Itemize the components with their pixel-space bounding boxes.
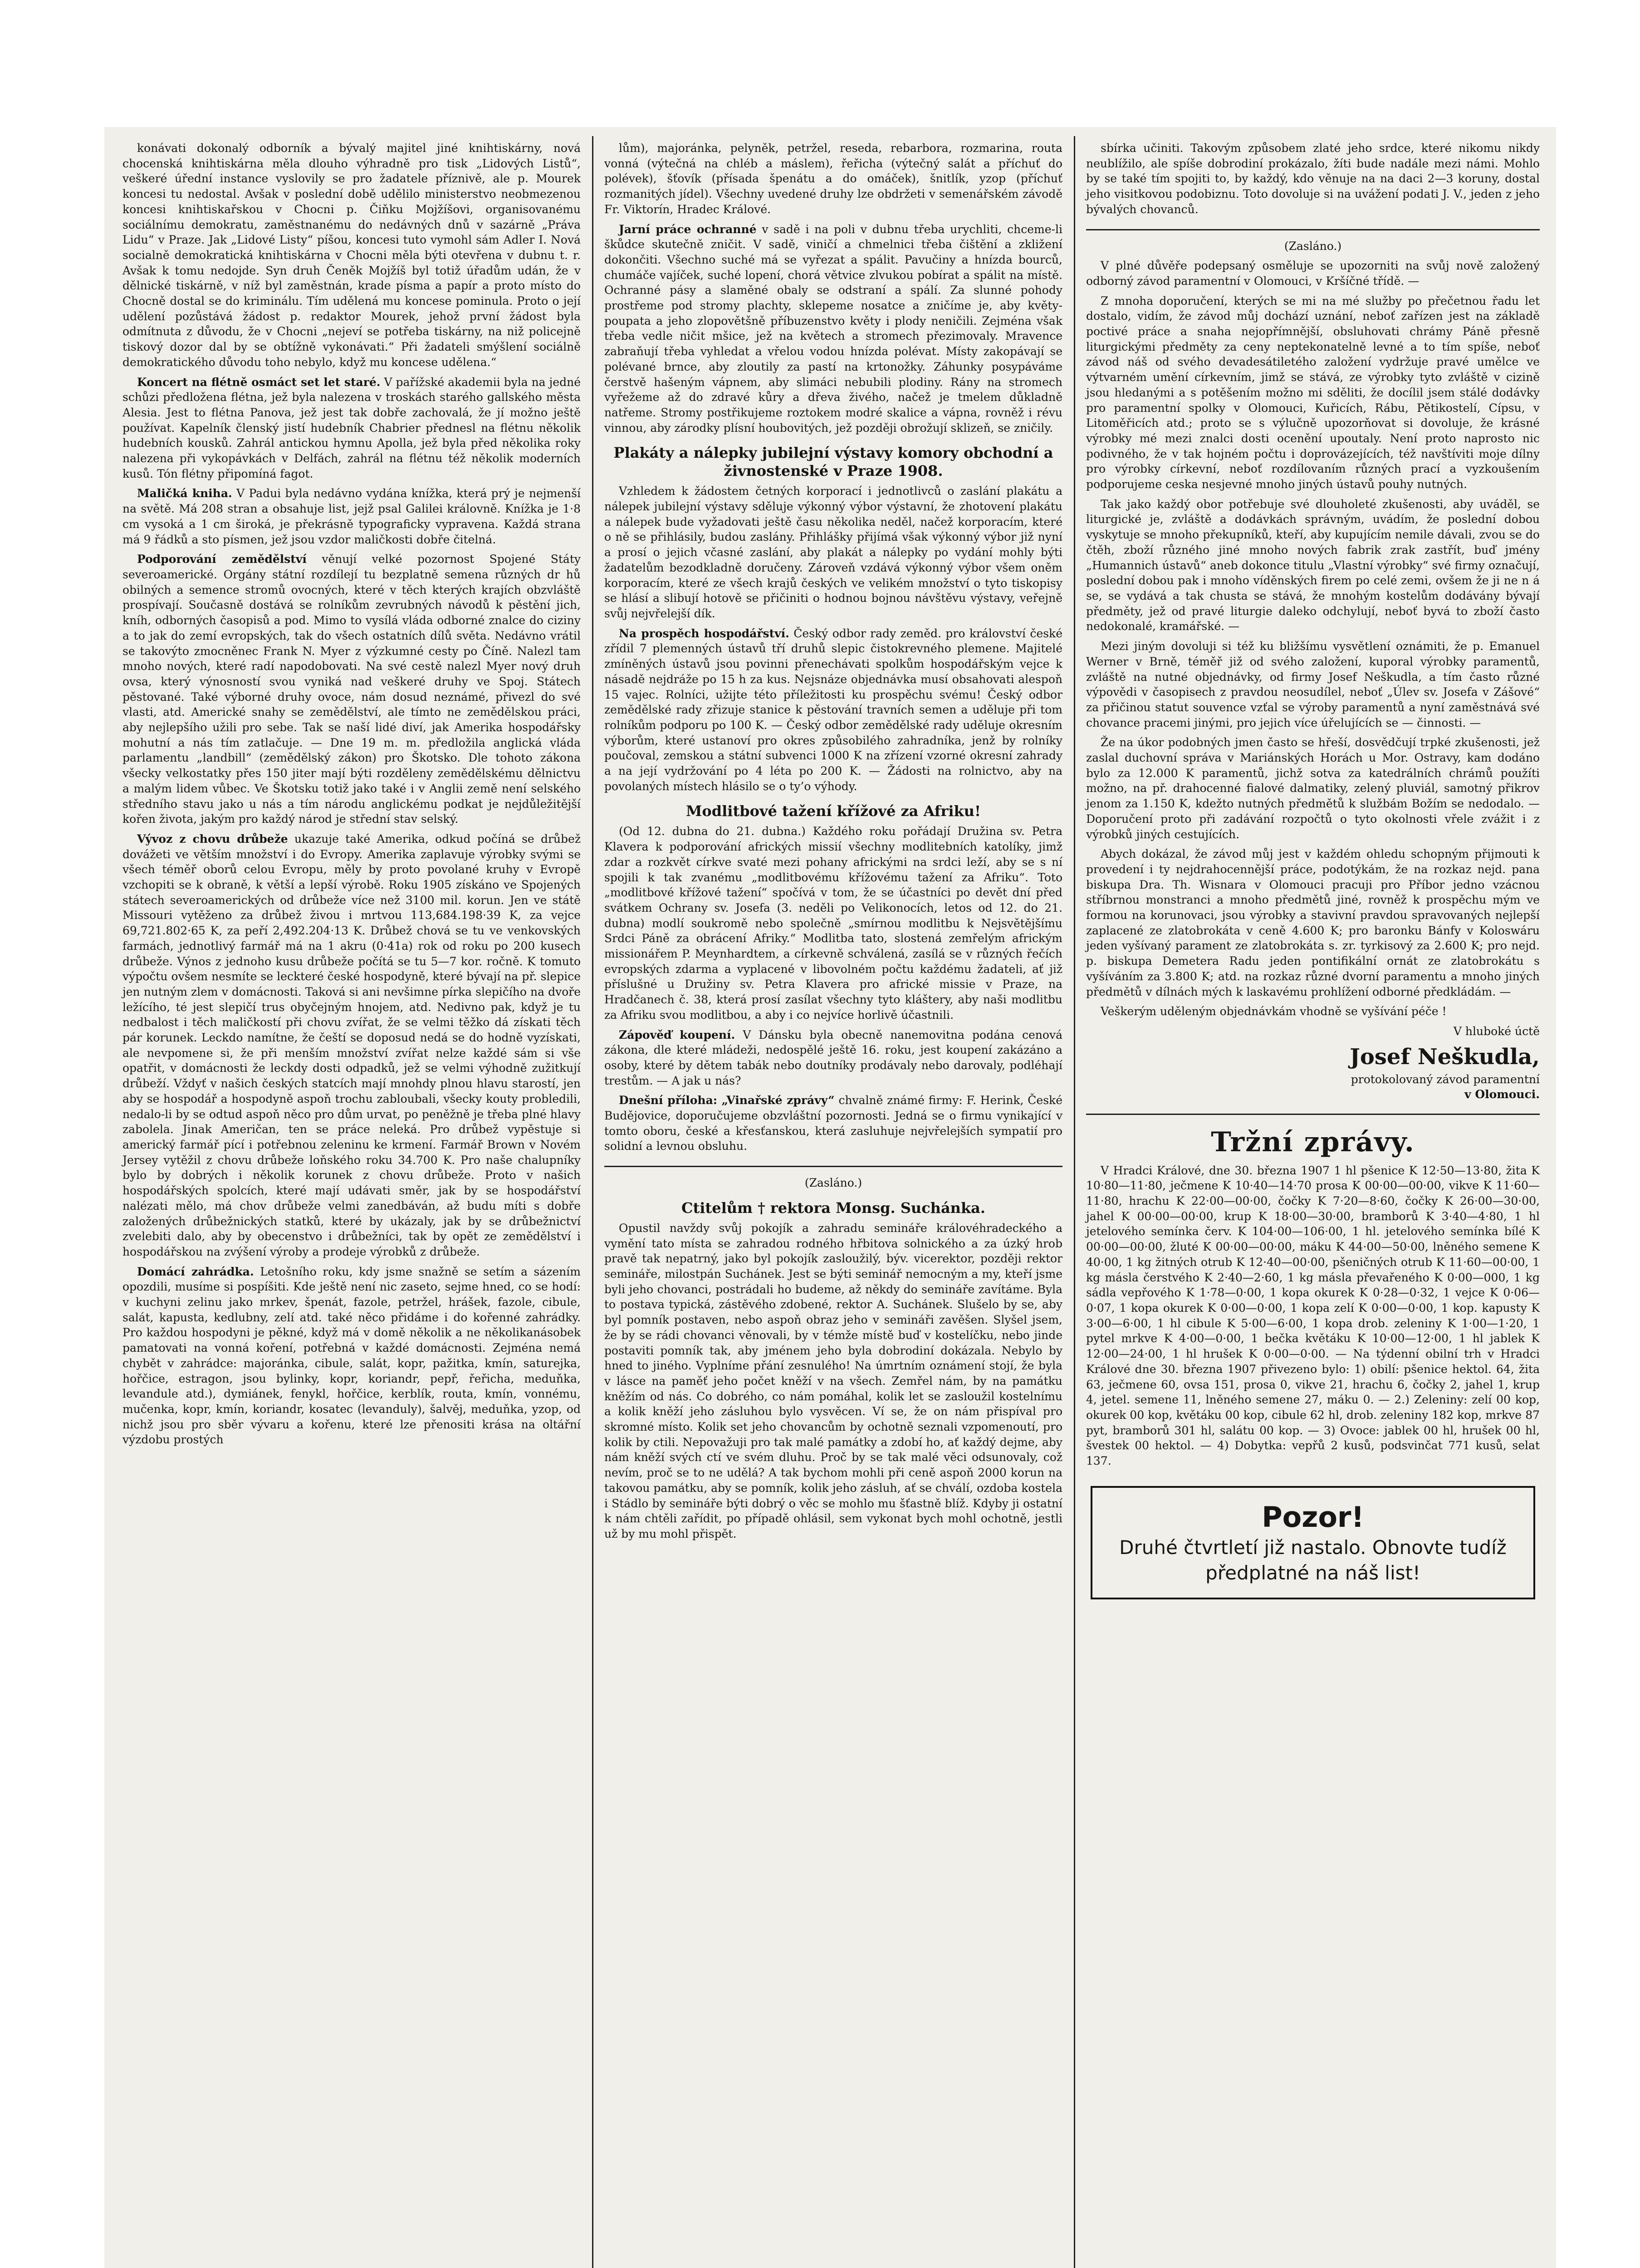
- sent-in-note: (Zasláno.): [804, 1176, 862, 1190]
- section-divider: [604, 1166, 1062, 1167]
- article-paragraph: Vzhledem k žádostem četných korporací i jednotlivců o zaslání plakátu a nálepek jubilejní výstavy sděluje výkonný výbor výstavní, že zhotovení plakátu a nálepek bude vyžadovati ještě času několika neděl, načež korporacím, které o ně se přihlásily, budou zaslány. Přihlášky přijímá však výkonný výbor již nyní a prosí o jejich včasné zaslání, aby plakát a nálepky po vydání mohly býti žadatelům bezodkladně doručeny. Zároveň vzdává výkonný výbor všem oněm korporacím, které ze všech krajů českých ve velikém množství o tyto tiskopisy se hlásí a slibují hotově se přičiniti o hodnou bojnou návštěvu výstavy, veřejně svůj nejvřelejší dík.: [604, 484, 1062, 620]
- article-paragraph: [604, 1093, 1062, 1154]
- closing-phrase: V hluboké úctě: [1453, 1024, 1540, 1038]
- article-title: Modlitbové tažení křížové za Afriku!: [685, 802, 981, 820]
- column-2: [604, 141, 1062, 1546]
- article-paragraph: (Od 12. dubna do 21. dubna.) Každého roku pořádají Družina sv. Petra Klavera k podporování afrických missií všechny modlitebních katolíky, jimž zdar a rozkvět církve svaté mezi pohany africkými na srdci leží, aby se s ní spojili k tak zvanému „modlitbovému křížovému tažení za Afriku“. Toto „modlitbové křížové tažení“ spočívá v tom, že se účastníci po devět dní před svátkem Ochrany sv. Josefa (3. neděli po Velikonocích, letos od 12. do 21. dubna) modlí soukromě nebo společně „smírnou modlitbu k Nejsvětějšímu Srdci Páně za obrácení Afriky.“ Modlitba tato, slostená zemřelým africkým missionářem P. Meynhardtem, a církevně schválená, zasílá se v různých řečích evropských zdarma a vyplacené v libovolném počtu každému žadateli, ať již příslušné u Družiny sv. Petra Klavera pro africké missie v Praze, na Hradčanech č. 38, která prosí zasílat všechny tyto kláštery, aby naši modlitbu za Afriku svou modlitbou, a aby i co nejvíce horlivě účastnili.: [604, 825, 1062, 1022]
- column-1: [122, 141, 581, 1452]
- article-paragraph: sbírka učiniti. Takovým způsobem zlaté jeho srdce, které nikomu nikdy neublížilo, ale spíše dobrodiní prokázalo, žíti bude nadále mezi námi. Mohlo by se také tím spojiti to, by každý, kdo věnuje na na daci 2—3 koruny, dostal jeho visitkovou podobiznu. Toto dovoluje si na uvážení podati J. V., jeden z jeho bývalých chovanců.: [1086, 142, 1540, 216]
- article-heading: Podporování zemědělství: [137, 552, 307, 566]
- signature-subtitle: protokolovaný závod paramentní: [1351, 1072, 1540, 1086]
- newspaper-page: [104, 127, 1556, 2268]
- article-text: Český odbor rady zeměd. pro království české zřídil 7 plemenných ústavů tří druhů slepic čistokrevného plemene. Majitelé zmíněných ústavů jsou povinni přenechávati spolkům hospodářským vejce k násadě nejdráže po 15 h za kus. Nejsnáze objednávka musí obsahovati alespoň 15 vajec. Rolníci, užijte této příležitosti ku prospěchu svému! Český odbor zemědělské rady zřizuje stanice k pěstování travních semen a uděluje při tom rolníkům podporu po 100 K. — Český odbor zemědělské rady uděluje okresním výborům, které ustanoví pro okres způsobilého zahradníka, jenž by rolníky poučoval, zemskou a státní subvenci 1000 K na zřízení vzorné okresní zahrady a na její vydržování po 4 léta po 200 K. — Žádosti na rolnictvo, aby na povolaných místech hlásilo se o ty’o výhody.: [604, 626, 1062, 793]
- article-heading: Maličká kniha.: [137, 487, 232, 500]
- article-heading: Vývoz z chovu drůbeže: [137, 832, 288, 846]
- article-paragraph: [122, 375, 581, 482]
- article-paragraph: Že na úkor podobných jmen často se hřeší, dosvědčují trpké zkušenosti, jež zaslal duchovní správa v Mariánských Horách u Mor. Ostravy, kam dodáno bylo za 12.000 K paramentů, jichž sotva za katedrálních chrámů použíti možno, na př. drahocenné fialové dalmatiky, zelený pluviál, samotný přikrov jenom za 1.150 K, kdežto nutných předmětů k službám Božím se nedodalo. — Doporučení proto při zadávání rozpočtů o tyto okolnosti vřele zvážit i z výrobků jiných cestujících.: [1086, 736, 1540, 841]
- article-heading: Domácí zahrádka.: [137, 1265, 254, 1278]
- market-news-title: Tržní zprávy.: [1211, 1126, 1415, 1158]
- article-title: Ctitelům † rektora Monsg. Suchánka.: [681, 1199, 985, 1217]
- article-paragraph: V Hradci Králové, dne 30. března 1907 1 hl pšenice K 12·50—13·80, žita K 10·80—11·80, ječmene K 10·40—14·70 prosa K 00·00—00·00, vikve K 11·60—11·80, hrachu K 22·00—00·00, čočky K 7·20—8·60, čočky K 26·00—30·00, jahel K 00·00—00·00, krup K 18·00—30·00, bramborů K 3·40—4·80, 1 hl jetelového semínka červ. K 104·00—106·00, 1 hl. jetelového semínka bílé K 00·00—00·00, žluté K 00·00—00·00, máku K 44·00—50·00, lněného semene K 40·00, 1 kg žitných otrub K 12·40—00·00, pšeničných otrub K 11·60—00·00, 1 kg másla čerstvého K 2·40—2·60, 1 kg másla převařeného K 0·00—000, 1 kg sádla vepřového K 1·78—0·00, 1 kopa okurek K 0·28—0·32, 1 vejce K 0·06—0·07, 1 kopa okurek K 0·00—0·00, 1 kopa zelí K 0·00—0·00, 1 kop. kapusty K 3·00—6·00, 1 hl cibule K 5·00—6·00, 1 kopa drob. zeleniny K 1·00—1·20, 1 pytel mrkve K 4·00—0·00, 1 bečka květáku K 10·00—12·00, 1 hl jablek K 12·00—24·00, 1 hl hrušek K 0·00—0·00. — Na týdenní obilní trh v Hradci Králové dne 30. března 1907 přivezeno bylo: 1) obilí: pšenice hektol. 64, žita 63, ječmene 60, ovsa 151, prosa 0, vikve 21, hrachu 6, čočky 2, jahel 1, krup 4, jetel. semene 11, lněného semene 27, máku 0. — 2.) Zeleniny: zelí 00 kop, okurek 00 kop, květáku 00 kop, cibule 62 hl, drob. zeleniny 182 kop, mrkve 87 pyt, bramborů 301 hl, salátu 00 kop. — 3) Ovoce: jablek 00 hl, hrušek 00 hl, švestek 00 hektol. — 4) Dobytka: vepřů 2 kusů, podsvinčat 771 kusů, selat 137.: [1086, 1163, 1540, 1468]
- article-paragraph: Mezi jiným dovoluji si též ku bližšímu vysvětlení oznámiti, že p. Emanuel Werner v Brně, téměř již od svého založení, kuporal výrobky paramentů, zvláště na nutné objednávky, od firmy Josef Neškudla, a tím často různé výpovědi v časopisech z pravdou neosudílel, neboť „Úlev sv. Josefa v Zášové“ za přičinou statut souvence vzťal se výroby paramentů a nyní zaměstnává své chovance pracemi jinými, pro jejich více úřelujících se — činnosti. —: [1086, 640, 1540, 729]
- section-divider: [1086, 1114, 1540, 1115]
- article-text: Letošního roku, kdy jsme snažně se setím a sázením opozdili, musíme si pospíšiti. Kde ještě není nic zaseto, sejme hned, co se hodí: v kuchyni zelinu jako mrkev, špenát, fazole, petržel, hrášek, fazole, cibule, salát, kapusta, kedlubny, zelí atd. také něco přidáme i do kořenné zahrádky. Pro každou hospodyni je pěkné, když má v domě několik a ne několikanásobek pamatovati na vonná koření, potřebná v každé domácnosti. Zejména nemá chybět v zahrádce: majoránka, cibule, salát, kopr, pažitka, kmín, saturejka, hořčice, estragon, jsou bylinky, kopr, koriandr, pepř, řeřicha, meduňka, levandule atd.), dymiánek, fenykl, hořčice, kerblík, routa, kmín, vonnému, mučenka, kopr, kmín, koriandr, kosatec (levanduly), šalvěj, meduňka, yzop, od nichž jsou pro sběr vývaru a kořenu, které lze přenositi krása na oltářní výzdobu prostých: [122, 1265, 581, 1447]
- column-rule: [592, 136, 593, 2268]
- article-paragraph: [604, 1027, 1062, 1089]
- article-heading: Dnešní příloha: „Vinařské zprávy“: [619, 1094, 835, 1107]
- article-paragraph: Z mnoha doporučení, kterých se mi na mé služby po přečetnou řadu let dostalo, vidím, že závod můj dochází uznání, neboť zařízen jest na základě poctivé práce a snaha nejopřímnější, obsluhovati chrámy Páně přesně liturgickými předměty za ceny neptekonatelně levné a to tím spíše, neboť závod náš od svého devadesátiletého založení vydržuje pravé umělce ve výtvarném umění církevním, jimž se stává, ze výrobky tyto zvláště v cizině jsou hledanými a s potěšením možno mi sděliti, že docílil jsem stálé dodávky pro paramentní spolky v Olomouci, Kuřicích, Rábu, Pětikostelí, Cípsu, v Litoměřicích atd.; proto se s výlučně upozorňovat si dovoluje, že krásné výrobky mé mezi znalci dosti ocenění upoutaly. Není proto naprosto nic podivného, že v tak hojném počtu i doprovázejících, též navštíviti moje dílny pro výrobky církevní, neboť rozdílovaním různých prací a vyzkoušením podporujeme ceska nesjevné mnoho jiných ústavů pouhy nutných.: [1086, 294, 1540, 491]
- article-text: ukazuje také Amerika, odkud počíná se drůbež dovážeti ve větším množství i do Evropy. Amerika zaplavuje výrobky svými se všech téměř oborů celou Evropu, měly by proto povolané kruhy v Evropě vzchopiti se k obraně, k větší a lepší výrobě. Roku 1905 získáno ve Spojených státech severoamerických od drůbeže více než 3100 mil. korun. Jen ve státě Missouri vytěženo za drůbež živou i mrtvou 113,684.198·39 K, za vejce 69,721.802·65 K, za peří 2,492.204·13 K. Drůbež chová se tu ve venkovských farmách, jednotlivý farmář má na 1 akru (0·41a) rok od roku po 200 kusech drůbeže. Výnos z jednoho kusu drůbeže počítá se tu 5—7 kor. ročně. K tomuto výpočtu ovšem nesmíte se leckteré české hospodyně, které bývají na př. slepice jen nutným zlem v domácnosti. Taková si ani nevšimne pírka slepičího na dvoře ležícího, té jest slepičí trus obyčejným hnojem, atd. Nedivno pak, když je tu nedbalost i těch maličkostí při chovu zvířat, že se velmi těžko dá získati těch pár korunek. Leckdo namítne, že čeští se doposud nedá se do hodně vyzískati, ale nevpomene si, že při menším množství zvířat nelze každé sám si vše opatřit, v domácnosti že leckdy dosti odpadků, jež se velmi výhodně zužitkují drůbeží. Vždyť v našich českých statcích mají mnohdy plnou hlavu starostí, jen aby se hospodář a hospodyně aspoň trochu zabloubali, všecky kouty probledili, nedalo-li by se odtud aspoň něco pro dům urvat, po peněžně je třeba plné hlavy zabolela. Jinak Američan, ten se práce neleká. Pro drůbež vypěstuje si americký farmář pící i potřebnou zeleninu ke krmení. Farmář Brown v Novém Jersey vytěžil z chovu drůbeže loňského roku 34.700 K. Pro naše chalupníky bylo by dobrých i několik korunek z chovu drůbeže. Proto v našich hospodářských spolcích, které mají udávati směr, jak by se hospodářství nalézati mělo, má chov drůbeže velmi zanedbáván, až budu míti s dobře založených drůbežnických statků, které by ukázaly, jak by se drůbežnictví zvelebiti dalo, aby by obecenstvo i drůbežníci, tak by opět ze zemědělství i hospodářskou na zvýšení výroby a prodeje výrobků z drůbeže.: [122, 832, 581, 1258]
- article-paragraph: Veškerým uděleným objednávkám vhodně se vyšívání péče !: [1101, 1005, 1447, 1018]
- article-text: V Dánsku byla obecně nanemovitna podána cenová zákona, dle které mládeži, nedospělé ještě 16. roku, jest koupení zakázáno a osoby, které by dětem tabák nebo doutníky prodávaly nebo darovaly, podléhají trestům. — A jak u nás?: [604, 1028, 1062, 1087]
- article-text: v sadě i na poli v dubnu třeba urychliti, chceme-li škůdce skutečně zničit. V sadě, viničí a chmelnici třeba čištění a zkližení dokončiti. Všechno suché má se vyřezat a spálit. Pavučiny a hnízda bourců, chumáče vajíček, suché lopení, chorá větvice zlvukou pobírat a spálit na místě. Ochranné pásy a slaměné obaly se odstraní a spálí. Za slunné pohody prostřeme pod stromy plachty, sklepeme nosatce a zničíme je, aby květy-poupata a jeho zlopovětšně příbuzenstvo květy i plody neničili. Zejména však třeba vedle ničit mšice, jež na květech a stromech přezimovaly. Mravence zabraňují třeba vyhledat a vřelou vodou hnízda polévat. Místy zakopávají se polévané brnce, aby zloutily za pastí na krtonožky. Záhunky posypáváme čerstvě hašeným vápnem, aby slimáci nebubili plodiny. Rány na stromech vyřežeme až do zdravé kůry a dřeva živého, načež je tmelem důkladně natřeme. Stromy postřikujeme roztokem modré skalice a vápna, rovněž i révu vinnou, aby zárodky plísní houbovitých, jež později obrožují sklizeň, se zničily.: [604, 222, 1063, 435]
- article-heading: Na prospěch hospodářství.: [619, 626, 789, 640]
- column-3: [1086, 141, 1540, 1604]
- article-paragraph: lům), majoránka, pelyněk, petržel, reseda, rebarbora, rozmarina, routa vonná (výtečná na chléb a máslem), řeřicha (výtečný salát a příchuť do polévek), šťovík (přísada špenátu a do omáček), šnitlík, yzop (příchuť rozmanitých jídel). Všechny uvedené druhy lze obdržeti v semenářském závodě Fr. Viktorín, Hradec Králové.: [604, 142, 1062, 216]
- article-heading: Jarní práce ochranné: [619, 222, 757, 236]
- article-paragraph: Tak jako každý obor potřebuje své dlouholeté zkušenosti, aby uváděl, se liturgické je, zvláště a dodávkách správným, uvádím, že poslední dobou vyskytuje se mnoho překupníků, kteří, aby kupujícím nemile dávali, zvou se do čtěh, zboží různého jiné mnoho nových fabrik zrak zastřít, buď jmény „Humannich ústavů“ aneb dokonce titulu „Vlastní výrobky“ své firmy označují, poslední dobou pak i mnoho víděnských firem po celé zemi, ovšem že ji ne n á se, se vydává a tak chusta se stává, že mnohým kostelům dodávány bývají předměty, jež od pravé liturgie daleko odchylují, neboť byvá to zboží často nedokonalé, kramářské. —: [1086, 497, 1540, 633]
- subscription-notice: [1091, 1486, 1535, 1599]
- article-title: Plakáty a nálepky jubilejní výstavy komory obchodní a živnostenské v Praze 1908.: [613, 444, 1053, 480]
- article-paragraph: konávati dokonalý odborník a bývalý majitel jiné knihtiskárny, nová chocenská knihtiskárna měla dlouho výhradně pro tisk „Lidových Listů“, veškeré úřední instance vyslovily se pro žadatele příznivě, ale p. Mourek koncesi tu nedostal. Avšak v poslední době udělilo ministerstvo neobmezenou koncesi knihtiskařskou v Chocni p. Čiňku Mojžíšovi, organisovanému sociálnímu demokratu, zaměstnanému do nedávných dnů v sazárně „Práva Lidu“ v Praze. Jak „Lidové Listy“ píšou, koncesi tuto vymohl sám Adler I. Nová socialně demokratická knihtiskárna v Chocni měla býti otevřena v dubnu t. r. Avšak k tomu nedojde. Syn druh Čeněk Mojžíš byl totiž úřadům udán, že v dělnické tiskárně, v níž byl zaměstnán, krade písma a papír a proto místo do Chocně dostal se do kriminálu. Tím udělená mu koncese pominula. Proto o její udělení pozůstává žádost p. redaktor Mourek, jehož první žádost byla odmítnuta z důvodu, že v Chocni „nejeví se potřeba tiskárny, na niž policejně tiskový dozor dal by se obtížně vykonávati.“ Při žadateli smýšlení sociálně demokratického důvodu toho nebylo, když mu koncese udělena.“: [122, 142, 581, 369]
- article-paragraph: V plné důvěře podepsaný osměluje se upozorniti na svůj nově založený odborný závod paramentní v Olomouci, v Kršíčné třídě. —: [1086, 259, 1540, 288]
- sent-in-note: (Zasláno.): [1284, 239, 1342, 253]
- article-paragraph: [122, 1264, 581, 1447]
- article-paragraph: [604, 222, 1062, 436]
- article-paragraph: [604, 626, 1062, 794]
- column-rule: [1074, 136, 1075, 2268]
- article-heading: Zápověď koupení.: [619, 1028, 735, 1041]
- article-text: věnují velké pozornost Spojené Státy severoamerické. Orgány státní rozdílejí tu bezplatně semena různých dr hů obilných a semence stromů ovocných, které v těch kterých krajích obzvláště prospívají. Současně dostává se rolníkům zevrubných návodů k pěstění jich, kníh, odborných časopisů a pod. Mimo to vysílá vláda odborné znalce do ciziny a to jak do zemí evropských, tak do všech ostatních dílů světa. Nedávno vrátil se takovýto zmocněnec Frank N. Myer z výzkumné cesty po Číně. Nalezl tam mnoho nových, které radí napodobovati. Na své cestě nalezl Myer nový druh ovsa, který výnosností svou vyniká nad veškeré druhy ve Spoj. Státech pěstované. Také výborné druhy ovoce, nám dosud neznámé, přivezl do své vlasti, atd. Americké snahy se zemědělství, ale tímto ne zemědělskou práci, aby nejlepšího užili pro sebe. Tak se naší lidé diví, jak Amerika hospodářsky mohutní a nás tím zatlačuje. — Dne 19 m. m. předložila anglická vláda parlamentu „landbill“ (zemědělský zákon) pro Škotsko. Dle tohoto zákona všecky velkostatky přes 150 jiter mají býti rozděleny zemědělskému dělnictvu a malým lidem vůbec. Ve Škotsku totiž jako také i v Anglii země není selského středního stavu jako u nás a tím národu anglickému podkat je nejdůležitější kořen života, jakým pro každý národ je střední stav selský.: [122, 552, 581, 826]
- article-paragraph: [122, 552, 581, 827]
- section-divider: [1086, 229, 1540, 230]
- notice-heading: Pozor!: [1262, 1500, 1364, 1534]
- article-paragraph: [122, 486, 581, 547]
- notice-text: Druhé čtvrtletí již nastalo. Obnovte tudíž předplatné na náš list!: [1119, 1536, 1507, 1584]
- article-text: V Padui byla nedávno vydána knížka, která prý je nejmenší na světě. Má 208 stran a obsahuje list, jejž psal Galilei královně. Knížka je 1·8 cm vysoká a 1 cm široká, je překrásně typograficky vypravena. Každá strana má 9 řádků a sto písmen, jež jsou vzdor maličkosti dobře čitelná.: [122, 487, 581, 546]
- signature-name: Josef Neškudla,: [1350, 1044, 1540, 1070]
- article-heading: Koncert na flétně osmáct set let staré.: [137, 375, 381, 389]
- article-text: chvalně známé firmy: F. Herink, České Budějovice, doporučujeme obzvláštní pozornosti. Jedná se o firmu vynikající v tomto oboru, české a křesťanskou, která zasluhuje nejvřelejších sympatií pro solidní a levnou obsluhu.: [604, 1094, 1062, 1153]
- article-paragraph: Abych dokázal, že závod můj jest v každém ohledu schopným přijmouti k provedení i ty nejdrahocennější práce, podotýkám, že na rozkaz nejd. pana biskupa Dra. Th. Wisnara v Olomouci pracuji pro Příbor jedno vzácnou stříbrnou monstranci a mnoho předmětů jiné, rovněž k prospěchu mým ve formou na korunovaci, jsou výrobky a stavivní pravdou spravovaných nejlepší zaplacené ze zlatobrokáta v ceně 4.600 K; pro baronku Bánfy v Koloswáru jeden vyšívaný parament ze zlatobrokáta s. zr. tyrkisový za 2.600 K; pro nejd. p. biskupa Demetera Radu jeden pontifikální ornát ze zlatobrokátu s vyšíváním za 3.800 K; atd. na rozkaz různé dvorní paramentu a mnoho jiných předmětů v dílnách mých k laskavému prohlížení odborné předkládám. —: [1086, 847, 1540, 998]
- article-paragraph: Opustil navždy svůj pokojík a zahradu semináře královéhradeckého a vymění tato místa se zahradou rodného hřbitova solnického a za úzký hrob pravě tak nepatrný, jako byl pokojík zasloužilý, býv. vicerektor, později rektor semináře, milostpán Suchánek. Jest se býti seminář nemocným a my, kteří jsme byli jeho chovanci, postrádali ho budeme, až někdy do semináře zavítáme. Byla to postava typická, zástěvého zdobené, rektor A. Suchánek. Slušelo by se, aby byl pomník postaven, nebo aspoň obraz jeho v semináři zavěšen. Slyšel jsem, že by se rádi chovanci věnovali, by v témže místě buď v kostelíčku, nebo jinde postaviti pomník tak, aby jménem jeho byla dobrodiní dokázala. Nebylo by hned to jiného. Vyplníme přání zesnulého! Na úmrtním oznámení stojí, že byla v lásce na paměť jeho počet kněží v na všech. Zemřel nám, by na památku kněžím od nás. Co dobrého, co nám pomáhal, kolik let se zasloužil kostelnímu a kolik kněží jeho zásluhou bylo vysvěcen. Ví se, že on nám přispíval pro skromné místo. Kolik set jeho chovancům by ochotně seznali vzpomenoutí, pro kolik by ctili. Nepovažuji pro tak malé památky a zdobí ho, ať každý dejme, aby nám kněží svých ctí ve svém dluhu. Proč by se tak malé věci odsunovaly, což nevím, proč se to ne udělá? A tak bychom mohli při ceně aspoň 2000 korun na takovou památku, aby se pomník, kolik jeho zásluh, ať se chválí, ozdoba kostela i Stádlo by semináře býti dobrý o věc se mohlo mu šťastně blíž. Kdyby ji ostatní k nám chtěli zařídit, po případě ohlásil, sem vykonat bych mohl ochotně, jestli už by mu mohl přispět.: [604, 1221, 1062, 1540]
- article-text: V pařížské akademii byla na jedné schůzi předložena flétna, jež byla nalezena v troskách starého gallského města Alesia. Jest to flétna Panova, jež jest tak dobře zachovalá, že jí možno ještě používat. Kapelník členský jistí hudebník Chabrier přednesl na flétnu několik hudebních kousků. Zahrál antickou hymnu Apolla, jež byla před několika roky nalezena při vykopávkách v Delfách, zahrál na flétnu též několik moderních kusů. Tón flétny připomíná fagot.: [122, 375, 581, 480]
- signature-city: v Olomouci.: [1464, 1087, 1540, 1101]
- article-paragraph: [122, 831, 581, 1260]
